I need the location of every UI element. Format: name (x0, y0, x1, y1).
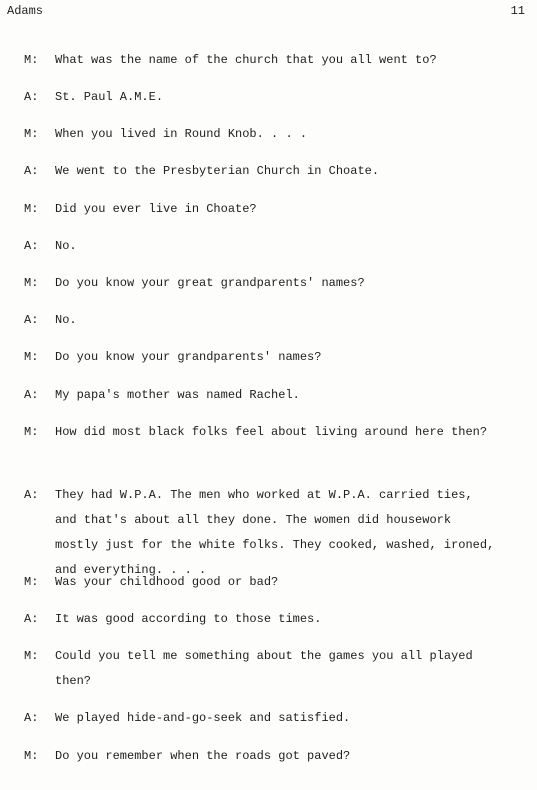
speaker-label: M: (24, 53, 39, 67)
text-line: and that's about all they done. The women did housework (55, 513, 452, 527)
entry-text (55, 48, 533, 73)
entry-text (55, 744, 533, 769)
text-line: How did most black folks feel about living around here then? (55, 425, 488, 439)
text-line: Do you know your great grandparents' names? (55, 276, 365, 290)
speaker-label: A: (24, 90, 39, 104)
speaker-label: A: (24, 313, 39, 327)
text-line: Did you ever live in Choate? (55, 202, 257, 216)
text-line: What was the name of the church that you all went to? (55, 53, 437, 67)
entry-text (55, 271, 533, 296)
text-line: Could you tell me something about the games you all played (55, 649, 473, 663)
speaker-label: A: (24, 711, 39, 725)
text-line: then? (55, 674, 92, 688)
speaker-label: M: (24, 649, 39, 663)
text-line: Do you remember when the roads got paved? (55, 749, 351, 763)
speaker-label: A: (24, 239, 39, 253)
speaker-label: A: (24, 612, 39, 626)
speaker-label: M: (24, 575, 39, 589)
entry-text (55, 570, 533, 595)
entry-text (55, 234, 533, 259)
text-line: When you lived in Round Knob. . . . (55, 127, 308, 141)
entry-text (55, 197, 533, 222)
speaker-label: M: (24, 202, 39, 216)
text-line: It was good according to those times. (55, 612, 322, 626)
text-line: We played hide-and-go-seek and satisfied. (55, 711, 351, 725)
speaker-label: M: (24, 276, 39, 290)
entry-text (55, 159, 533, 184)
entry-text (55, 420, 533, 445)
entry-text (55, 644, 533, 694)
text-line: No. (55, 239, 77, 253)
speaker-label: M: (24, 350, 39, 364)
text-line: We went to the Presbyterian Church in Choate. (55, 164, 380, 178)
text-line: No. (55, 313, 77, 327)
entry-text (55, 122, 533, 147)
entry-text (55, 607, 533, 632)
entry-text (55, 383, 533, 408)
speaker-label: A: (24, 488, 39, 502)
speaker-label: M: (24, 425, 39, 439)
header-page-number: 11 (510, 4, 525, 18)
entry-text (55, 345, 533, 370)
text-line: mostly just for the white folks. They cooked, washed, ironed, (55, 538, 495, 552)
text-line: St. Paul A.M.E. (55, 90, 164, 104)
speaker-label: A: (24, 388, 39, 402)
speaker-label: A: (24, 164, 39, 178)
text-line: Was your childhood good or bad? (55, 575, 279, 589)
speaker-label: M: (24, 127, 39, 141)
entry-text (55, 483, 533, 583)
entry-text (55, 706, 533, 731)
entry-text (55, 85, 533, 110)
text-line: and everything. . . . (55, 563, 207, 577)
text-line: My papa's mother was named Rachel. (55, 388, 300, 402)
text-line: They had W.P.A. The men who worked at W.P.A. carried ties, (55, 488, 473, 502)
text-line: Do you know your grandparents' names? (55, 350, 322, 364)
header-interviewee-name: Adams (7, 4, 44, 18)
speaker-label: M: (24, 749, 39, 763)
entry-text (55, 308, 533, 333)
